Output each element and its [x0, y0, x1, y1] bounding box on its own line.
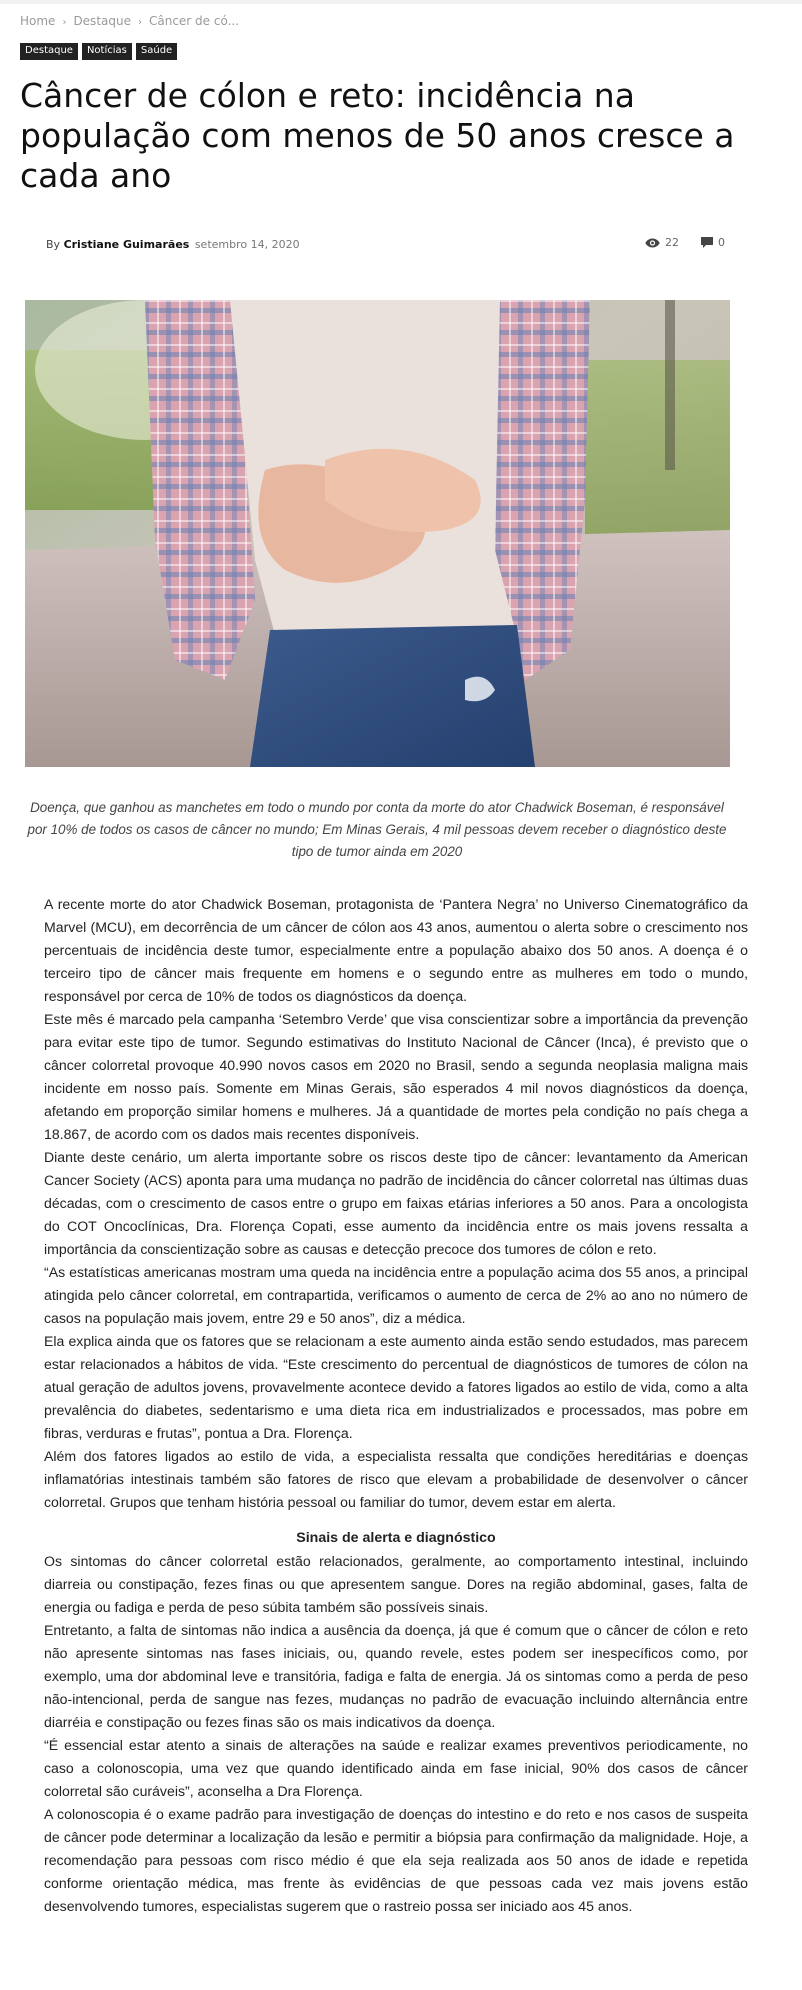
top-bar [0, 0, 802, 4]
chevron-right-icon: › [137, 17, 142, 28]
section-paragraph-2: Entretanto, a falta de sintomas não indica a ausência da doença, já que é comum que o câncer de cólon e reto não apresente sintomas nas fases iniciais, ou, quando revele, estes podem ser inespecíficos como, por exemplo, uma dor abdominal leve e transitória, fadiga e falta de energia. Já os sintomas como a perda de peso não-intencional, perda de sangue nas fezes, mudanças no padrão de evacuação incluindo alternância entre diarréia e constipação ou fezes finas são os mais indicativos da doença. [44, 1622, 748, 1730]
views-count [645, 236, 679, 249]
paragraph-6: Além dos fatores ligados ao estilo de vida, a especialista ressalta que condições hereditárias e doenças inflamatórias intestinais também são fatores de risco que elevam a probabilidade de desenvolver o câncer colorretal. Grupos que tenham história pessoal ou familiar do tumor, devem estar em alerta. [44, 1448, 748, 1510]
eye-icon [645, 238, 660, 248]
author-link[interactable]: Cristiane Guimarães [63, 238, 190, 251]
comment-icon [701, 237, 713, 248]
breadcrumb-home[interactable]: Home [20, 14, 56, 28]
post-stats [645, 236, 725, 249]
section-paragraph-3: “É essencial estar atento a sinais de alterações na saúde e realizar exames preventivos periodicamente, no caso a colonoscopia, uma vez que quando identificado ainda em fase inicial, 90% dos casos de câncer colorretal são curáveis”, aconselha a Dra Florença. [44, 1737, 748, 1799]
featured-image [25, 300, 730, 767]
paragraph-2: Este mês é marcado pela campanha ‘Setembro Verde’ que visa conscientizar sobre a importância da prevenção para evitar este tipo de tumor. Segundo estimativas do Instituto Nacional de Câncer (Inca), é previsto que o câncer colorretal provoque 40.990 novos casos em 2020 no Brasil, sendo a segunda neoplasia maligna mais incidente em nosso país. Somente em Minas Gerais, são esperados 4 mil novos diagnósticos da doença, afetando em proporção similar homens e mulheres. Já a quantidade de mortes pela condição no país chega a 18.867, de acordo com os dados mais recentes disponíveis. [44, 1011, 748, 1142]
chevron-right-icon: › [62, 17, 67, 28]
section-paragraph-1: Os sintomas do câncer colorretal estão relacionados, geralmente, ao comportamento intestinal, incluindo diarreia ou constipação, fezes finas ou que apresentem sangue. Dores na região abdominal, gases, falta de energia ou fadiga e perda de peso súbita também são possíveis sinais. [44, 1553, 748, 1615]
article-body [44, 893, 748, 1918]
section-paragraph-4: A colonoscopia é o exame padrão para investigação de doenças do intestino e do reto e nos casos de suspeita de câncer pode determinar a localização da lesão e permitir a biópsia para confirmação da malignidade. Hoje, a recomendação para pessoas com risco médio é que ela seja realizada aos 50 anos de idade e repetida conforme orientação médica, mas frente às evidências de que pessoas cada vez mais jovens estão desenvolvendo tumores, especialistas sugerem que o rastreio possa ser iniciado aos 45 anos. [44, 1806, 748, 1914]
paragraph-1: A recente morte do ator Chadwick Boseman, protagonista de ‘Pantera Negra’ no Universo Cinematográfico da Marvel (MCU), em decorrência de um câncer de cólon aos 43 anos, aumentou o alerta sobre o crescimento nos percentuais de incidência deste tumor, especialmente entre a população abaixo dos 50 anos. A doença é o terceiro tipo de câncer mais frequente em homens e o segundo entre as mulheres em todo o mundo, responsável por cerca de 10% de todos os diagnósticos da doença. [44, 896, 748, 1004]
image-caption: Doença, que ganhou as manchetes em todo o mundo por conta da morte do ator Chadwick Boseman, é responsável por 10% de todos os casos de câncer no mundo; Em Minas Gerais, 4 mil pessoas devem receber o diagnóstico deste tipo de tumor ainda em 2020 [27, 800, 727, 859]
post-meta [46, 238, 300, 251]
comments-count[interactable] [701, 236, 725, 249]
post-date: setembro 14, 2020 [194, 238, 300, 251]
tag-saude[interactable]: Saúde [136, 43, 177, 60]
section-heading: Sinais de alerta e diagnóstico [296, 1530, 496, 1546]
by-label: By [46, 238, 61, 251]
tag-noticias[interactable]: Notícias [82, 43, 132, 60]
paragraph-5: Ela explica ainda que os fatores que se relacionam a este aumento ainda estão sendo estudados, mas parecem estar relacionados a hábitos de vida. “Este crescimento do percentual de diagnósticos de tumores de cólon na atual geração de adultos jovens, provavelmente acontece devido a fatores ligados ao estilo de vida, como a alta prevalência do diabetes, sedentarismo e uma dieta rica em industrializados e processados, mas pobre em fibras, verduras e frutas”, pontua a Dra. Florença. [44, 1333, 748, 1441]
views-value: 22 [665, 236, 679, 249]
breadcrumb [20, 14, 239, 28]
paragraph-3: Diante deste cenário, um alerta importante sobre os riscos deste tipo de câncer: levantamento da American Cancer Society (ACS) aponta para uma mudança no padrão de incidência do câncer colorretal nas últimas duas décadas, com o crescimento de casos entre o grupo em faixas etárias inferiores a 50 anos. Para a oncologista do COT Oncoclínicas, Dra. Florença Copati, esse aumento da incidência entre os mais jovens ressalta a importância da conscientização sobre as causas e detecção precoce dos tumores de cólon e reto. [44, 1149, 748, 1257]
breadcrumb-current: Câncer de có... [148, 14, 240, 28]
tag-destaque[interactable]: Destaque [20, 43, 78, 60]
woman-holding-abdomen-photo [25, 300, 730, 767]
breadcrumb-category[interactable]: Destaque [73, 14, 131, 28]
page-title: Câncer de cólon e reto: incidência na população com menos de 50 anos cresce a cada ano [20, 76, 735, 195]
tag-list [20, 43, 177, 60]
comments-value: 0 [718, 236, 725, 249]
paragraph-4: “As estatísticas americanas mostram uma queda na incidência entre a população acima dos 55 anos, a principal atingida pelo câncer colorretal, em contrapartida, verificamos o aumento de cerca de 2% ao ano no número de casos na população mais jovem, entre 29 e 50 anos”, diz a médica. [44, 1264, 748, 1326]
